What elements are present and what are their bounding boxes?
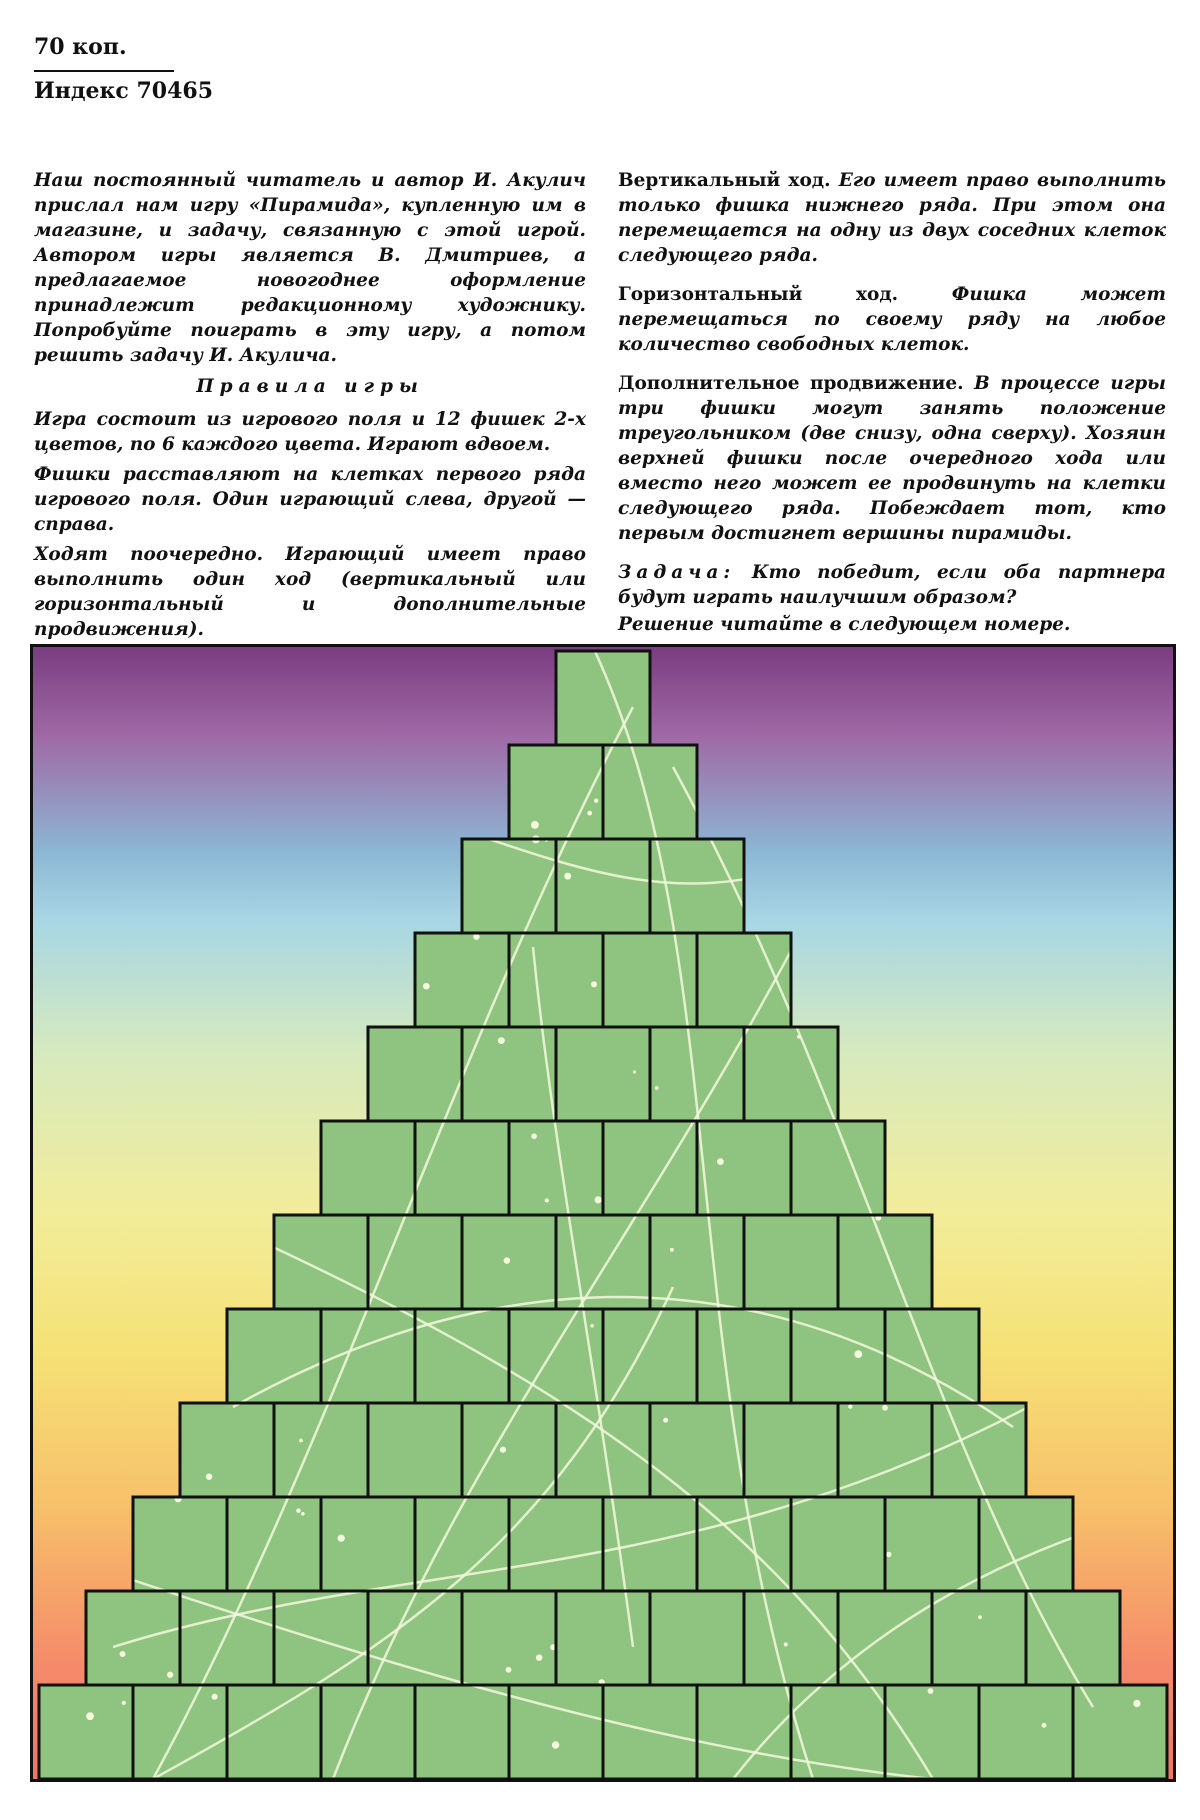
pyramid-cell [556,1591,650,1685]
rule-paragraph-3: Ходят поочередно. Играющий имеет право выполнить один ход (вертикальный или горизонтальный и дополнительные продвижения). [34,544,586,640]
sparkle-dot [64,1299,68,1303]
price-label: 70 коп. [34,34,127,60]
pyramid-cell [180,1403,274,1497]
sparkle-dot [591,981,597,987]
pyramid-cell [650,1591,744,1685]
pyramid-cell [744,1215,838,1309]
sparkle-dot [1042,1723,1047,1728]
sparkle-dot [1119,1080,1124,1085]
sparkle-dot [803,919,807,923]
task-paragraph [618,560,1166,610]
sparkle-dot [552,1741,559,1748]
pyramid-cell [509,1309,603,1403]
pyramid-cell [415,1121,509,1215]
sparkle-dot [86,1712,94,1720]
pyramid-cell [885,1497,979,1591]
sparkle-dot [292,1049,299,1056]
sparkle-dot [1160,1425,1164,1429]
pyramid-cell [650,1215,744,1309]
pyramid-cell [415,1685,509,1779]
sparkle-dot [408,774,411,777]
sparkle-dot [870,1018,878,1026]
sparkle-dot [308,1202,314,1208]
sparkle-dot [122,1701,126,1705]
rules-title: Правила игры [196,376,424,397]
sparkle-dot [1053,1018,1056,1021]
solution-note: Решение читайте в следующем номере. [618,614,1071,635]
sparkle-dot [848,1404,852,1408]
pyramid-cell [227,1497,321,1591]
pyramid-cell [885,1309,979,1403]
pyramid-cell [39,1685,133,1779]
pyramid-cell [603,745,697,839]
pyramid-cell [697,1121,791,1215]
sparkle-dot [212,1694,218,1700]
sparkle-dot [129,962,133,966]
pyramid-cell [650,839,744,933]
sparkle-dot [40,1525,45,1530]
pyramid-cell [791,1309,885,1403]
pyramid-cell [274,1215,368,1309]
sparkle-dot [345,1109,350,1114]
pyramid-cell [462,839,556,933]
sparkle-dot [784,1642,788,1646]
horizontal-move-paragraph [618,282,1166,357]
sparkle-dot [590,1324,594,1328]
sparkle-dot [978,919,981,922]
sparkle-dot [663,1418,668,1423]
sparkle-dot [120,1651,126,1657]
sparkle-dot [1158,1399,1165,1406]
sparkle-dot [594,799,598,803]
pyramid-cell [979,1685,1073,1779]
pyramid-cell [86,1591,180,1685]
pyramid-cell [321,1685,415,1779]
sparkle-dot [886,1552,892,1558]
sparkle-dot [780,823,785,828]
sparkle-dot [882,1405,888,1411]
pyramid-cell [603,1685,697,1779]
sparkle-dot [978,1615,982,1619]
task-label: Задача: [618,562,736,583]
sparkle-dot [504,1257,511,1264]
sparkle-dot [127,913,132,918]
pyramid-cell [321,1121,415,1215]
sparkle-dot [299,1439,303,1443]
sparkle-dot [531,821,539,829]
pyramid-cell [368,1591,462,1685]
pyramid-cell [838,1403,932,1497]
horizontal-move-text: Фишка может перемещаться по своему ряду на любое количество свободных клеток. [618,284,1166,355]
pyramid-cell [838,1591,932,1685]
sparkle-dot [1063,1289,1068,1294]
pyramid-cell [838,1215,932,1309]
pyramid-cell [603,1121,697,1215]
pyramid-cell [650,1403,744,1497]
sparkle-dot [275,1150,281,1156]
vertical-move-paragraph [618,168,1166,268]
pyramid-cell [791,1121,885,1215]
sparkle-dot [500,1447,506,1453]
rule-paragraph-2: Фишки расставляют на клетках первого ряда игрового поля. Один играющий слева, другой — справа. [34,464,586,535]
pyramid-cell [227,1309,321,1403]
sparkle-dot [187,915,190,918]
sparkle-dot [1057,853,1062,858]
sparkle-dot [854,1350,862,1358]
pyramid-cell [180,1591,274,1685]
pyramid-cell [368,1403,462,1497]
pyramid-cell [415,933,509,1027]
pyramid-cell [744,1403,838,1497]
sparkle-dot [1109,1573,1114,1578]
sparkle-dot [1125,1276,1128,1279]
sparkle-dot [377,774,383,780]
sparkle-dot [1133,1700,1140,1707]
sparkle-dot [506,1667,512,1673]
sparkle-dot [338,1535,345,1542]
extra-move-text: В процессе игры три фишки могут занять положение треугольником (две снизу, одна сверху). Хозяин верхней фишки после очередного хода или вместо него может ее продвинуть на клетки следующего ряда. Побеждает тот, кто первым достигнет вершины пирамиды. [618,373,1167,544]
pyramid-illustration [30,644,1176,1782]
sparkle-dot [498,1037,505,1044]
pyramid-cell [556,1027,650,1121]
sparkle-dot [1155,1205,1159,1209]
left-column [34,168,586,647]
right-column [618,168,1166,651]
pyramid-cell [697,1309,791,1403]
pyramid-cell [932,1591,1026,1685]
pyramid-cell [509,1497,603,1591]
sparkle-dot [473,934,479,940]
sparkle-dot [977,929,982,934]
sparkle-dot [155,1238,160,1243]
sparkle-dot [296,1508,301,1513]
pyramid-cell [744,1027,838,1121]
intro-paragraph: Наш постоянный читатель и автор И. Акулич прислал нам игру «Пирамида», купленную им в магазине, и задачу, связанную с этой игрой. Автором игры является В. Дмитриев, а предлагаемое новогоднее оформление принадлежит редакционному художнику. Попробуйте поиграть в эту игру, а потом решить задачу И. Акулича. [34,170,586,366]
vertical-move-lead: Вертикальный ход. [618,170,831,191]
sparkle-dot [286,1148,289,1151]
sparkle-dot [595,1196,602,1203]
sparkle-dot [912,1108,917,1113]
sparkle-dot [301,1512,305,1516]
rule-paragraph-1: Игра состоит из игрового поля и 12 фишек 2-х цветов, по 6 каждого цвета. Играют вдвоем. [34,409,586,455]
sparkle-dot [123,766,129,772]
sparkle-dot [167,1672,173,1678]
sparkle-dot [536,1654,543,1661]
sparkle-dot [439,823,446,830]
sparkle-dot [58,1079,63,1084]
sparkle-dot [1039,1231,1043,1235]
sparkle-dot [423,983,430,990]
task-text: Кто победит, если оба партнера будут играть наилучшим образом? [618,562,1166,608]
pyramid-cell [368,1215,462,1309]
sparkle-dot [564,873,571,880]
sparkle-dot [717,1158,724,1165]
sparkle-dot [246,1177,252,1183]
sparkle-dot [167,1202,175,1210]
pyramid-cell [744,1591,838,1685]
sparkle-dot [531,1133,537,1139]
sparkle-dot [655,1086,659,1090]
sparkle-dot [871,1092,879,1100]
sparkle-dot [89,1125,94,1130]
sparkle-dot [545,1198,549,1202]
pyramid-cell [556,1403,650,1497]
pyramid-cell [227,1685,321,1779]
extra-move-paragraph [618,371,1166,546]
pyramid-cell [462,1027,556,1121]
horizontal-move-lead: Горизонтальный ход. [618,284,899,305]
sparkle-dot [1065,1363,1070,1368]
price-divider [34,70,174,72]
pyramid-cell [603,933,697,1027]
sparkle-dot [775,885,779,889]
pyramid-cell [368,1027,462,1121]
pyramid-cell [556,651,650,745]
vertical-move-text: Его имеет право выполнить только фишка нижнего ряда. При этом она перемещается на одну из двух соседних клеток следующего ряда. [618,170,1166,266]
sparkle-dot [928,1688,934,1694]
index-label: Индекс 70465 [34,78,214,104]
sparkle-dot [797,1035,801,1039]
sparkle-dot [126,816,130,820]
pyramid-cell [603,1309,697,1403]
sparkle-dot [38,1115,44,1121]
pyramid-cell [885,1685,979,1779]
sparkle-dot [670,1248,674,1252]
pyramid-cell [321,1497,415,1591]
pyramid-cell [603,1497,697,1591]
sparkle-dot [206,1473,212,1479]
pyramid-cell [791,1497,885,1591]
pyramid-cell [509,933,603,1027]
sparkle-dot [633,1070,636,1073]
pyramid-cell [556,839,650,933]
sparkle-dot [587,811,592,816]
pyramid-board [33,647,1173,1779]
pyramid-cell [133,1497,227,1591]
extra-move-lead: Дополнительное продвижение. [618,373,964,394]
